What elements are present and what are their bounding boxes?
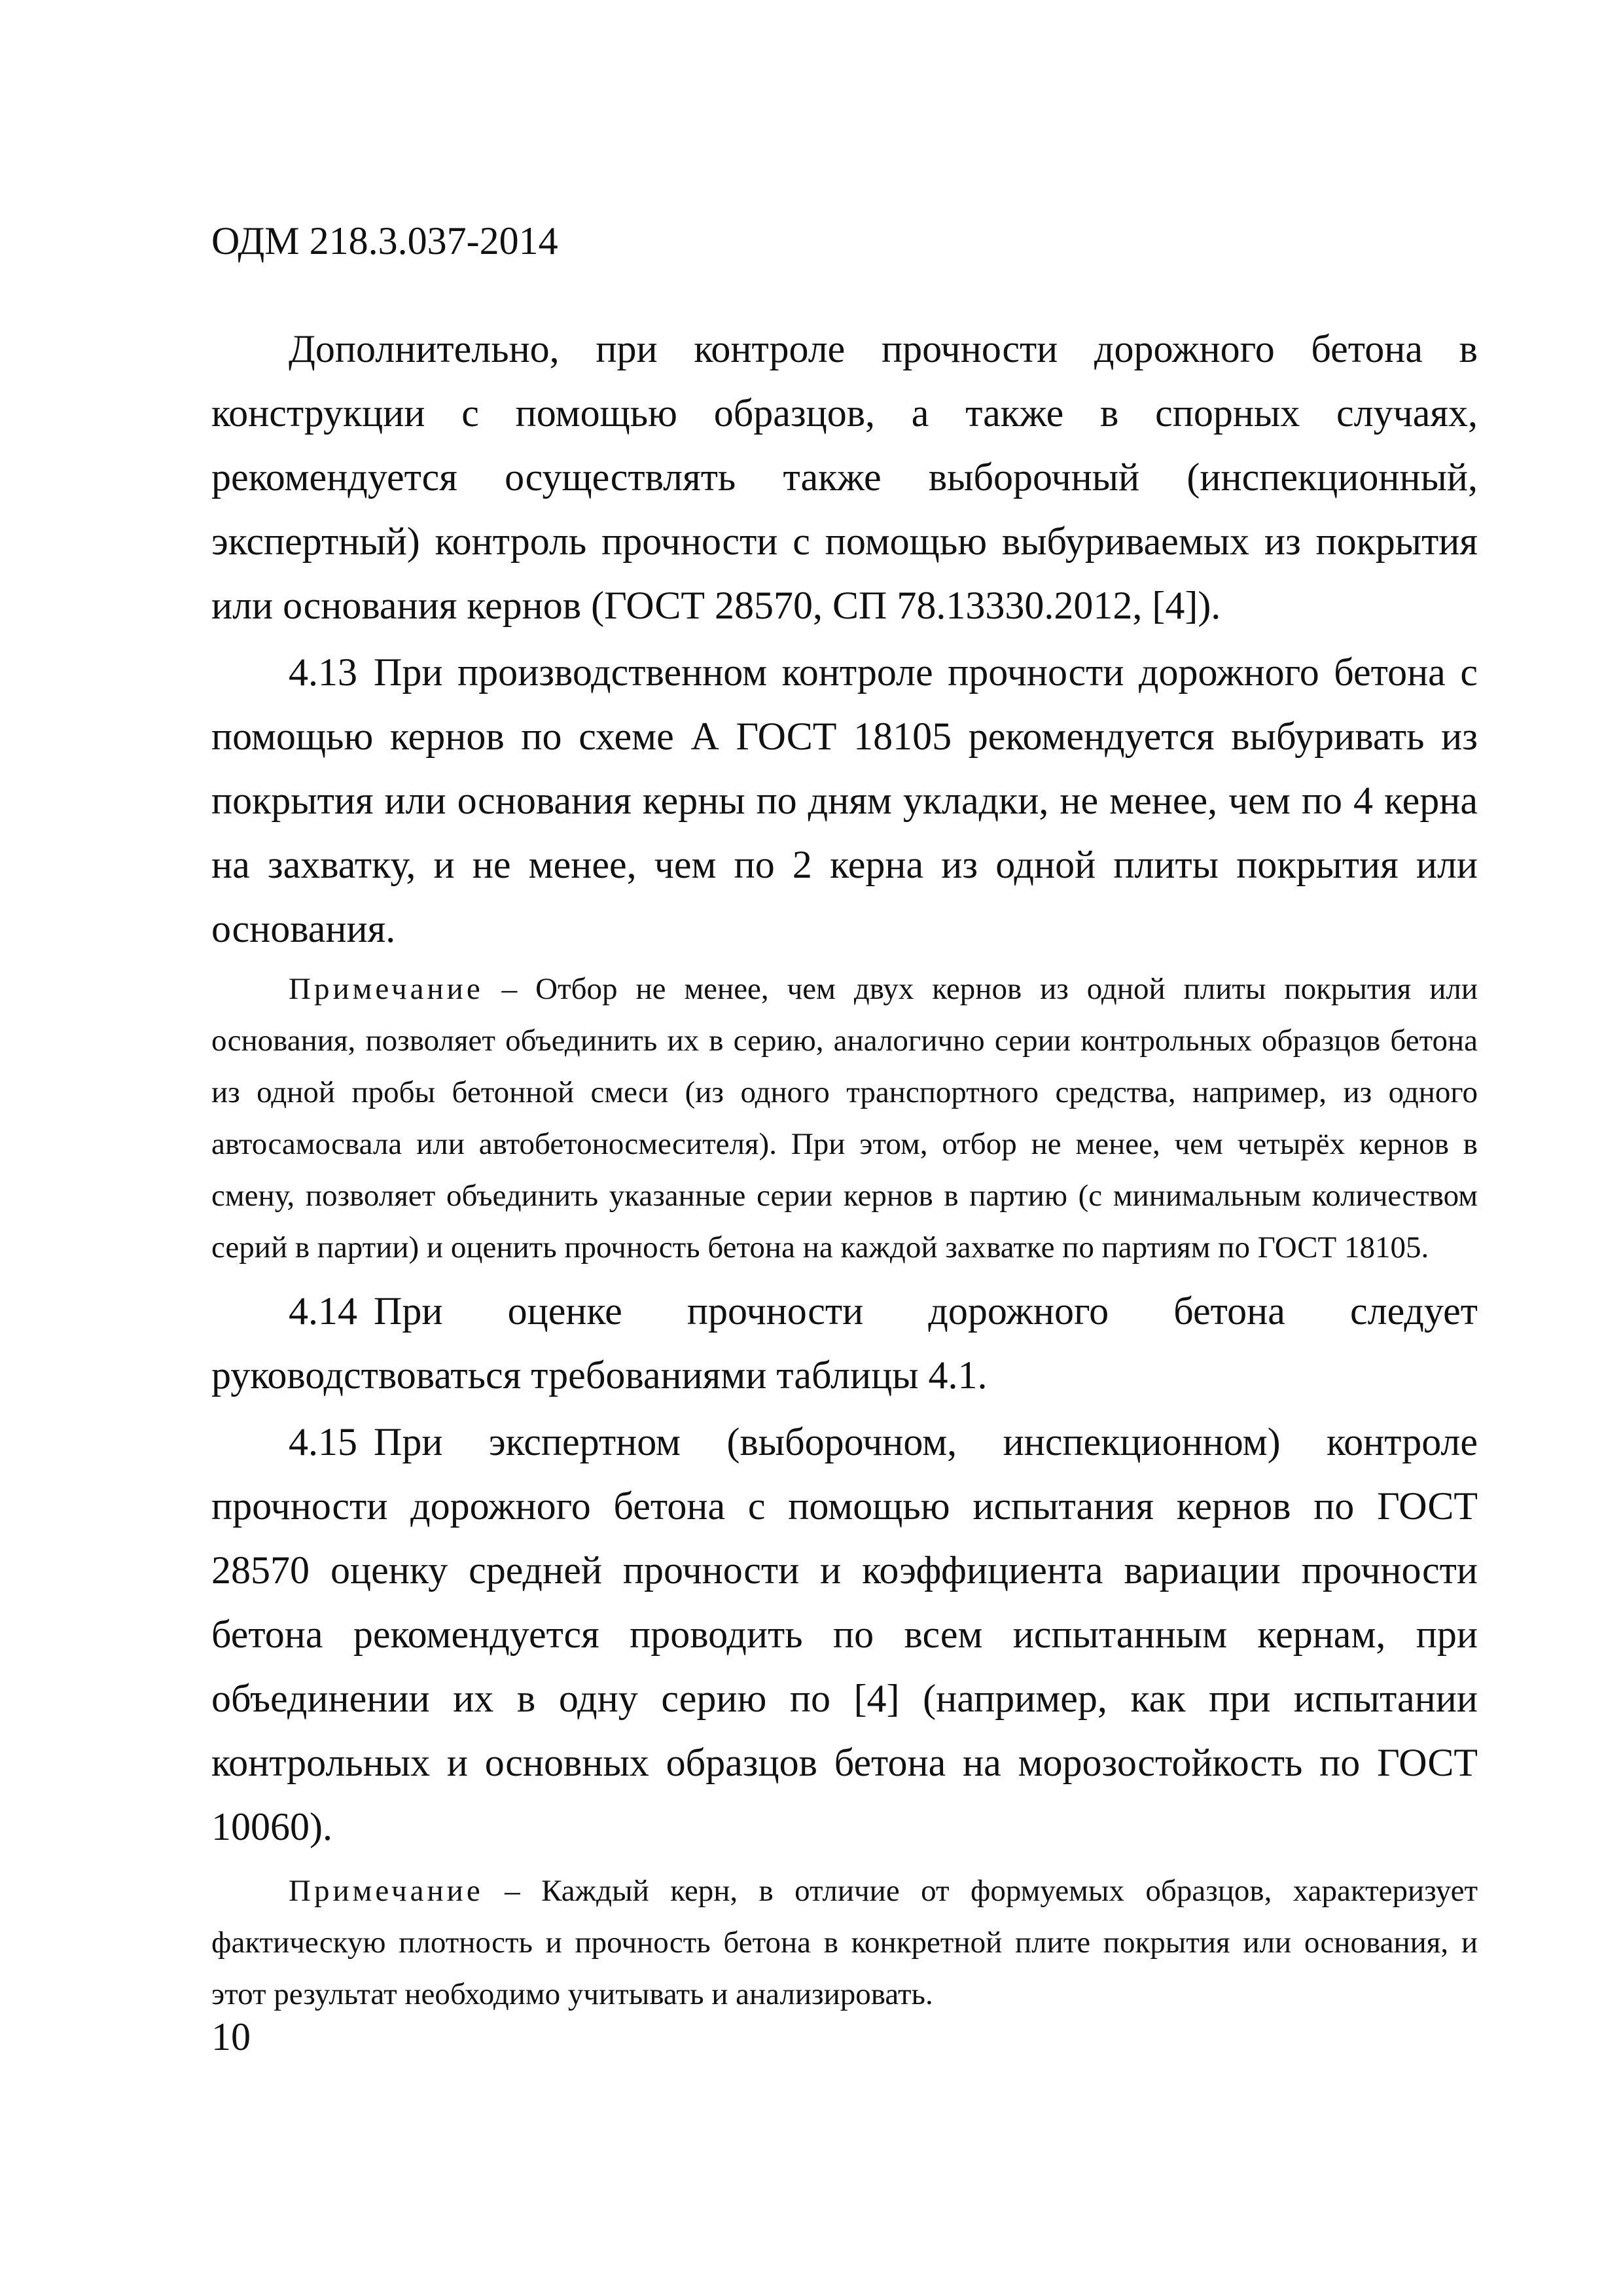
note-2-text: – Каждый керн, в отличие от формуемых образцов, характеризует фактическую плотность и прочность бетона в конкретной плите покрытия или основания, и этот результат необходимо учитывать и анализировать.	[211, 1874, 1478, 2011]
page-number: 10	[211, 2015, 251, 2058]
document-code-header: ОДМ 218.3.037-2014	[211, 219, 558, 262]
main-text-block	[211, 317, 1478, 2020]
section-4-14-number: 4.14	[289, 1289, 357, 1333]
note-2-label: Примечание	[289, 1874, 484, 1908]
intro-paragraph: Дополнительно, при контроле прочности дорожного бетона в конструкции с помощью образцов, а также в спорных случаях, рекомендуется осуществлять также выборочный (инспекционный, экспертный) контроль прочности с помощью выбуриваемых из покрытия или основания кернов (ГОСТ 28570, СП 78.13330.2012, [4]).	[211, 327, 1478, 627]
section-4-15-paragraph	[211, 1410, 1478, 1859]
note-1-paragraph	[211, 963, 1478, 1274]
section-4-13-paragraph	[211, 640, 1478, 961]
note-1-text: – Отбор не менее, чем двух кернов из одной плиты покрытия или основания, позволяет объединить их в серию, аналогично серии контрольных образцов бетона из одной пробы бетонной смеси (из одного транспортного средства, например, из одного автосамосвала или автобетоносмесителя). При этом, отбор не менее, чем четырёх кернов в смену, позволяет объединить указанные серии кернов в партию (с минимальным количеством серий в партии) и оценить прочность бетона на каждой захватке по партиям по ГОСТ 18105.	[211, 972, 1478, 1265]
section-4-14-paragraph	[211, 1279, 1478, 1407]
note-1-label: Примечание	[289, 972, 484, 1006]
section-4-15-text: При экспертном (выборочном, инспекционном) контроле прочности дорожного бетона с помощью испытания кернов по ГОСТ 28570 оценку средней прочности и коэффициента вариации прочности бетона рекомендуется проводить по всем испытанным кернам, при объединении их в одну серию по [4] (например, как при испытании контрольных и основных образцов бетона на морозостойкость по ГОСТ 10060).	[211, 1420, 1478, 1848]
section-4-15-number: 4.15	[289, 1420, 357, 1463]
section-4-13-number: 4.13	[289, 651, 357, 694]
section-4-14-text: При оценке прочности дорожного бетона следует руководствоваться требованиями таблицы 4.1.	[211, 1289, 1478, 1397]
note-2-paragraph	[211, 1865, 1478, 2020]
section-4-13-text: При производственном контроле прочности дорожного бетона с помощью кернов по схеме А ГОСТ 18105 рекомендуется выбуривать из покрытия или основания керны по дням укладки, не менее, чем по 4 керна на захватку, и не менее, чем по 2 керна из одной плиты покрытия или основания.	[211, 651, 1478, 950]
